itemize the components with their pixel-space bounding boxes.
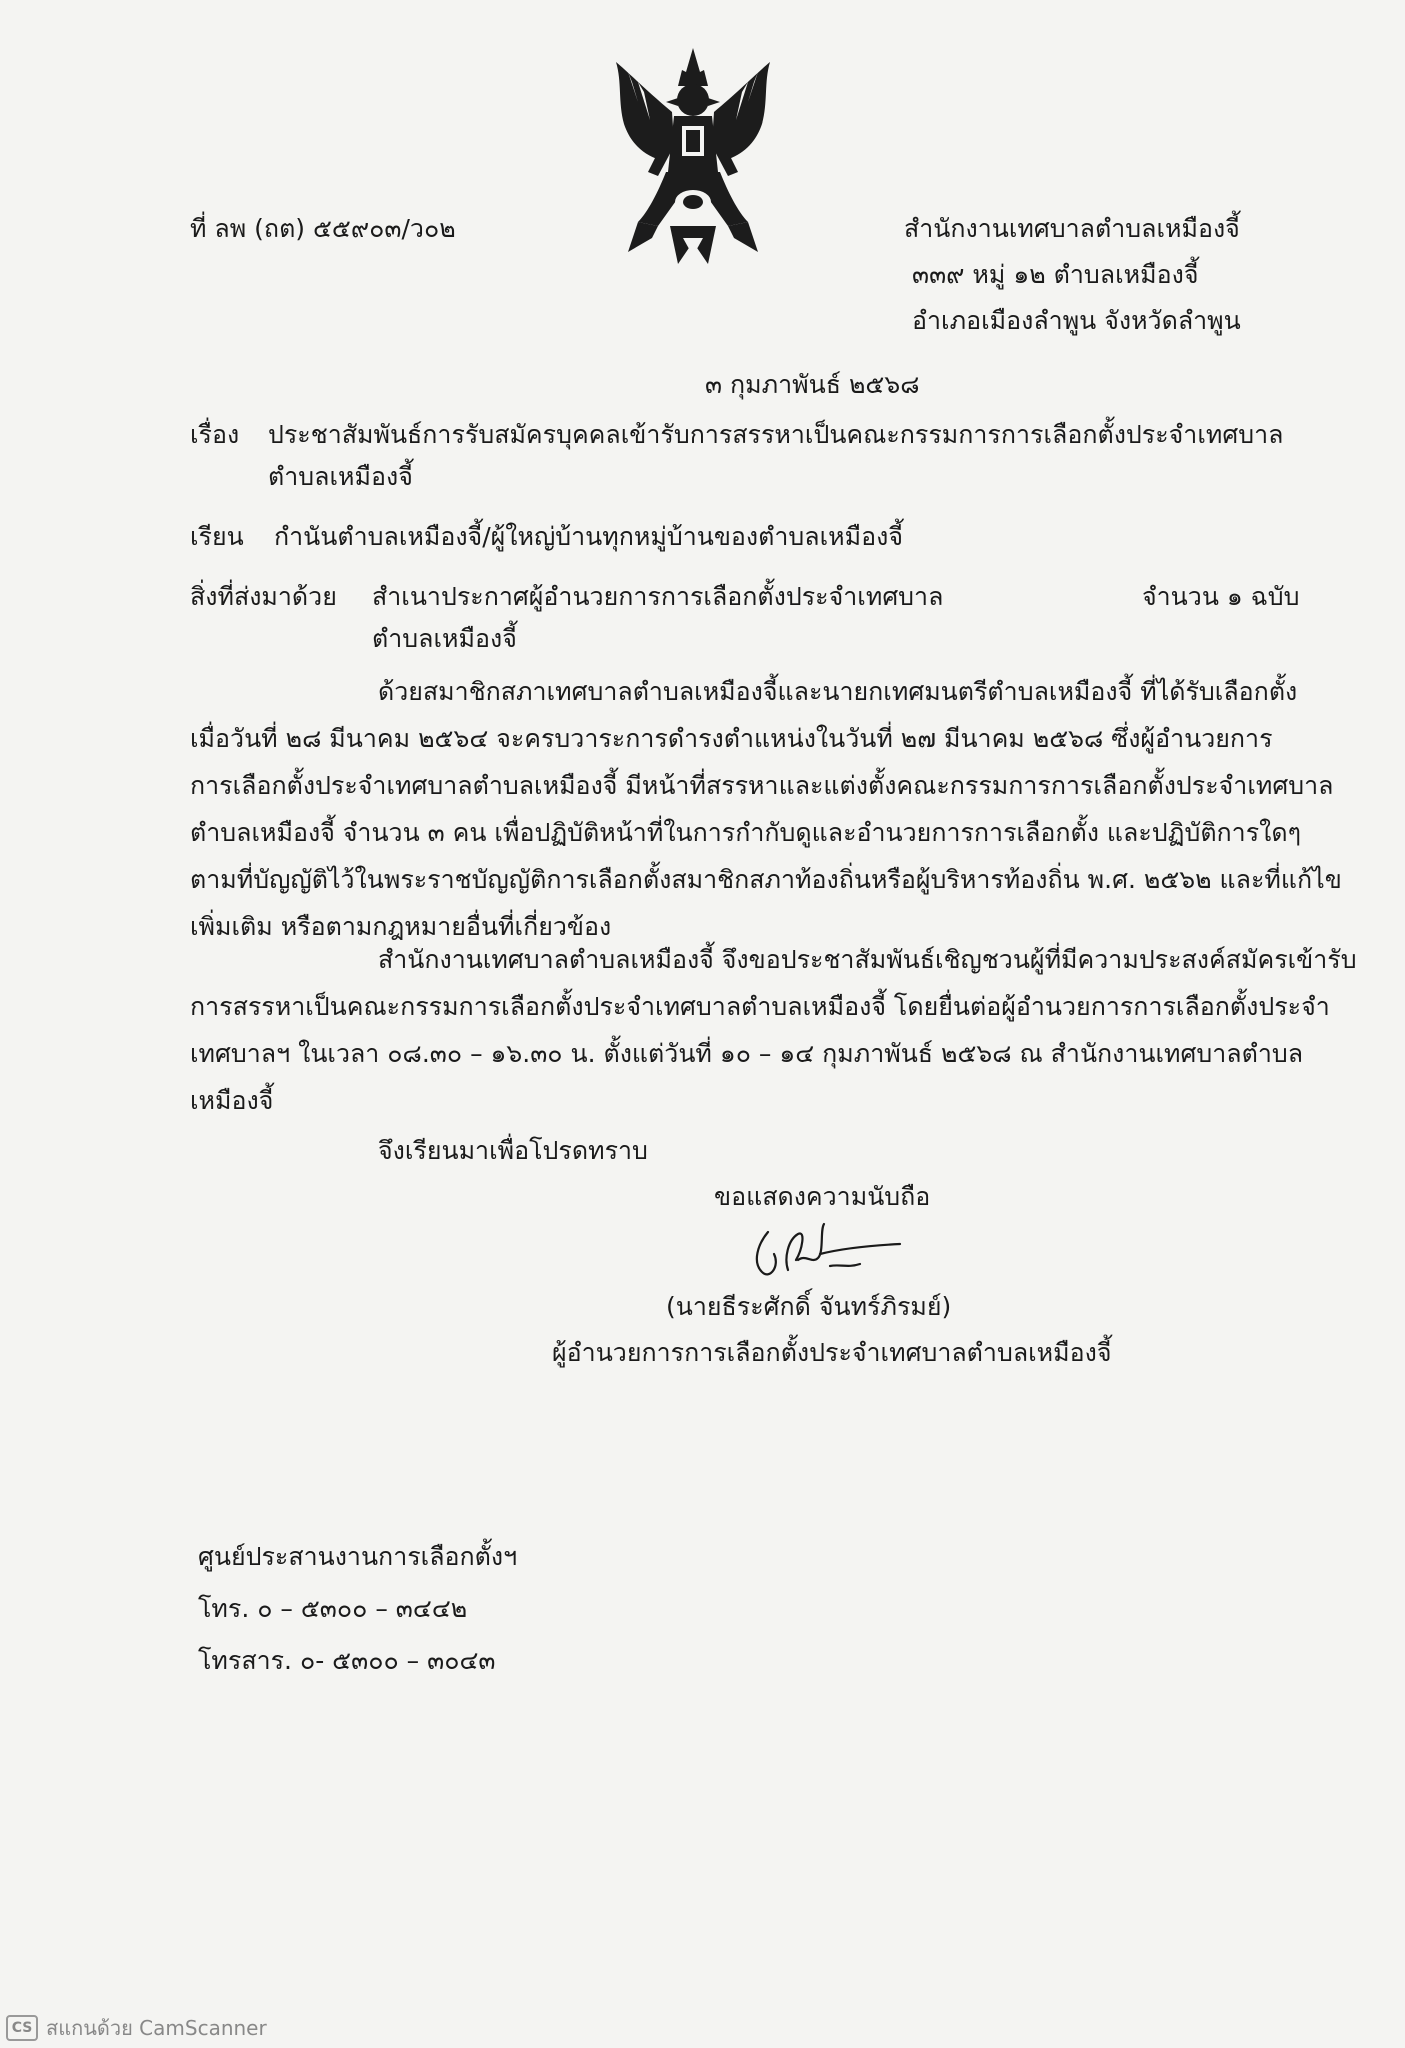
closing-notice: จึงเรียนมาเพื่อโปรดทราบ bbox=[378, 1136, 648, 1165]
body-paragraph-1 bbox=[190, 668, 1342, 950]
enclosure-count: จำนวน ๑ ฉบับ bbox=[1142, 582, 1300, 611]
signatory-name: (นายธีระศักดิ์ จันทร์ภิรมย์) bbox=[666, 1292, 952, 1321]
enclosure-line-1: สำเนาประกาศผู้อำนวยการการเลือกตั้งประจำเทศบาล bbox=[372, 582, 944, 611]
enclosure-line-2: ตำบลเหมืองจี้ bbox=[372, 624, 517, 653]
camscanner-logo-icon: CS bbox=[6, 2015, 38, 2041]
paragraph-2-line: สำนักงานเทศบาลตำบลเหมืองจี้ จึงขอประชาสัมพันธ์เชิญชวนผู้ที่มีความประสงค์สมัครเข้ารับ bbox=[378, 945, 1357, 974]
contact-fax: โทรสาร. ๐- ๕๓๐๐ – ๓๐๔๓ bbox=[198, 1646, 496, 1675]
closing-regards: ขอแสดงความนับถือ bbox=[714, 1182, 931, 1211]
body-paragraph-2 bbox=[190, 936, 1357, 1124]
letter-date: ๓ กุมภาพันธ์ ๒๕๖๘ bbox=[705, 370, 920, 399]
paragraph-2-line: เทศบาลฯ ในเวลา ๐๘.๓๐ – ๑๖.๓๐ น. ตั้งแต่วันที่ ๑๐ – ๑๔ กุมภาพันธ์ ๒๕๖๘ ณ สำนักงานเทศบาลตำบล bbox=[190, 1039, 1304, 1068]
signatory-position: ผู้อำนวยการการเลือกตั้งประจำเทศบาลตำบลเหมืองจี้ bbox=[552, 1338, 1112, 1367]
paragraph-1-line: เพิ่มเติม หรือตามกฎหมายอื่นที่เกี่ยวข้อง bbox=[190, 912, 612, 941]
contact-office: ศูนย์ประสานงานการเลือกตั้งฯ bbox=[198, 1542, 518, 1571]
recipient-label: เรียน bbox=[190, 522, 244, 551]
paragraph-1-line: เมื่อวันที่ ๒๘ มีนาคม ๒๕๖๔ จะครบวาระการดำรงตำแหน่งในวันที่ ๒๗ มีนาคม ๒๕๖๘ ซึ่งผู้อำนวยการ bbox=[190, 724, 1273, 753]
garuda-emblem-icon bbox=[608, 42, 778, 272]
document-number: ที่ ลพ (ถต) ๕๕๙๐๓/ว๐๒ bbox=[190, 214, 456, 243]
enclosure-label: สิ่งที่ส่งมาด้วย bbox=[190, 582, 337, 611]
paragraph-1-line: ด้วยสมาชิกสภาเทศบาลตำบลเหมืองจี้และนายกเทศมนตรีตำบลเหมืองจี้ ที่ได้รับเลือกตั้ง bbox=[378, 677, 1298, 706]
recipient-text: กำนันตำบลเหมืองจี้/ผู้ใหญ่บ้านทุกหมู่บ้านของตำบลเหมืองจี้ bbox=[274, 522, 903, 551]
paragraph-1-line: ตามที่บัญญัติไว้ในพระราชบัญญัติการเลือกตั้งสมาชิกสภาท้องถิ่นหรือผู้บริหารท้องถิ่น พ.ศ. ๒๕๖๒ และที่แก้ไข bbox=[190, 865, 1342, 894]
sender-address-line-3: อำเภอเมืองลำพูน จังหวัดลำพูน bbox=[912, 306, 1241, 335]
camscanner-watermark bbox=[6, 2012, 267, 2044]
paragraph-1-line: การเลือกตั้งประจำเทศบาลตำบลเหมืองจี้ มีหน้าที่สรรหาและแต่งตั้งคณะกรรมการการเลือกตั้งประจำเทศบาล bbox=[190, 771, 1334, 800]
subject-line-2: ตำบลเหมืองจี้ bbox=[268, 462, 413, 491]
contact-telephone: โทร. ๐ – ๕๓๐๐ – ๓๔๔๒ bbox=[198, 1594, 468, 1623]
sender-address-line-2: ๓๓๙ หมู่ ๑๒ ตำบลเหมืองจี้ bbox=[912, 260, 1199, 289]
paragraph-2-line: การสรรหาเป็นคณะกรรมการเลือกตั้งประจำเทศบาลตำบลเหมืองจี้ โดยยื่นต่อผู้อำนวยการการเลือกตั้งประจำ bbox=[190, 992, 1330, 1021]
sender-address-line-1: สำนักงานเทศบาลตำบลเหมืองจี้ bbox=[904, 214, 1240, 243]
paragraph-2-line: เหมืองจี้ bbox=[190, 1086, 274, 1115]
subject-line-1: ประชาสัมพันธ์การรับสมัครบุคคลเข้ารับการสรรหาเป็นคณะกรรมการการเลือกตั้งประจำเทศบาล bbox=[268, 420, 1284, 449]
subject-label: เรื่อง bbox=[190, 420, 240, 449]
paragraph-1-line: ตำบลเหมืองจี้ จำนวน ๓ คน เพื่อปฏิบัติหน้าที่ในการกำกับดูและอำนวยการการเลือกตั้ง และปฏิบัติการใดๆ bbox=[190, 818, 1302, 847]
camscanner-text: สแกนด้วย CamScanner bbox=[46, 2016, 267, 2040]
signature-icon bbox=[740, 1210, 910, 1290]
